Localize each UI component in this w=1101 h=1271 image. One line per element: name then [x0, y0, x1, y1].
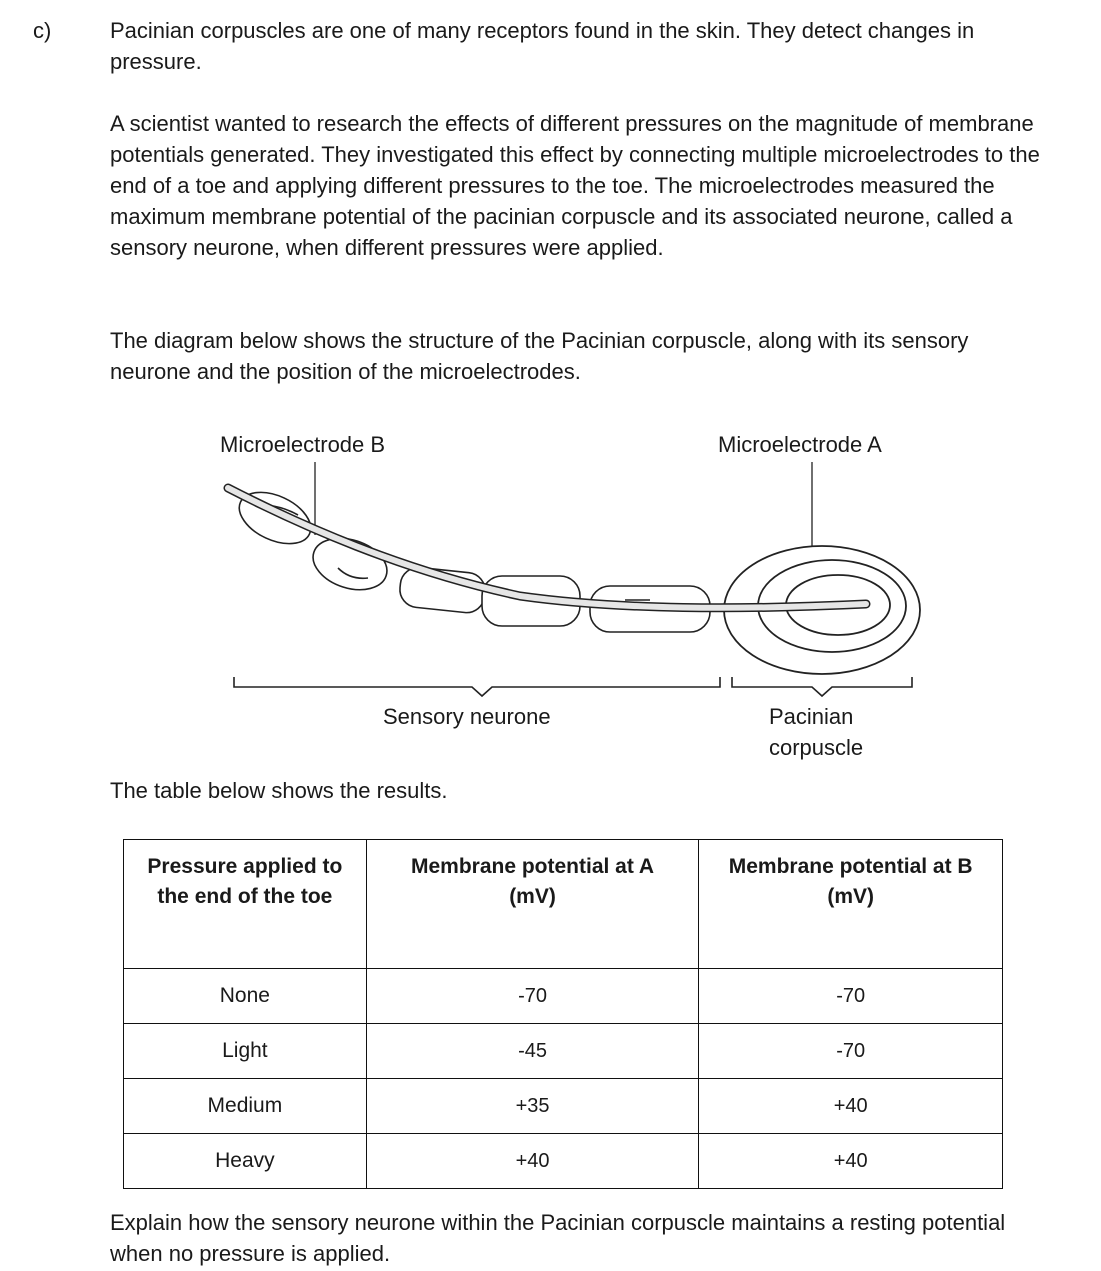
pressure-cell: None: [124, 969, 367, 1024]
column-header-line: (mV): [509, 885, 556, 908]
pressure-cell: Heavy: [124, 1134, 367, 1189]
potential-b-cell: -70: [699, 969, 1003, 1024]
potential-a-cell: +40: [366, 1134, 699, 1189]
column-header-potential-a: [366, 840, 699, 969]
sensory-neurone-label: Sensory neurone: [383, 704, 551, 729]
column-header-pressure: [124, 840, 367, 969]
column-header-line: Membrane potential at A: [410, 855, 655, 878]
potential-a-cell: -70: [366, 969, 699, 1024]
method-paragraph: A scientist wanted to research the effects of different pressures on the magnitude of membrane potentials generated. They investigated this effect by connecting multiple microelectrodes to the end of a toe and applying different pressures to the toe. The microelectrodes measured the maximum membrane potential of the pacinian corpuscle and its associated neurone, called a sensory neurone, when different pressures were applied.: [110, 111, 1040, 260]
potential-b-cell: +40: [699, 1134, 1003, 1189]
pressure-cell: Medium: [124, 1079, 367, 1134]
table-row: [124, 1134, 1003, 1189]
potential-a-cell: -45: [366, 1024, 699, 1079]
table-intro-paragraph: The table below shows the results.: [110, 778, 448, 803]
table-row: [124, 1079, 1003, 1134]
microelectrode-b-label: Microelectrode B: [220, 432, 386, 457]
diagram-intro-paragraph: The diagram below shows the structure of the Pacinian corpuscle, along with its sensory neurone and the position of the microelectrodes.: [110, 328, 969, 384]
sensory-neurone-bracket: [234, 677, 720, 696]
potential-b-cell: +40: [699, 1079, 1003, 1134]
column-header-line: Membrane potential at B: [728, 855, 973, 878]
intro-paragraph: Pacinian corpuscles are one of many receptors found in the skin. They detect changes in pressure.: [110, 18, 975, 74]
column-header-line: Pressure applied to: [147, 855, 343, 878]
question-label: c): [33, 18, 52, 43]
pacinian-corpuscle-label-line1: Pacinian: [769, 704, 854, 729]
table-header-row: [124, 840, 1003, 969]
potential-a-cell: +35: [366, 1079, 699, 1134]
column-header-line: the end of the toe: [157, 885, 333, 908]
table-row: [124, 969, 1003, 1024]
pacinian-corpuscle-diagram: [0, 420, 1101, 770]
pressure-cell: Light: [124, 1024, 367, 1079]
pacinian-corpuscle-label-line2: corpuscle: [769, 735, 864, 760]
results-table: [123, 839, 1003, 1189]
column-header-line: (mV): [827, 885, 874, 908]
potential-b-cell: -70: [699, 1024, 1003, 1079]
table-row: [124, 1024, 1003, 1079]
pacinian-corpuscle-bracket: [732, 677, 912, 696]
column-header-potential-b: [699, 840, 1003, 969]
microelectrode-a-label: Microelectrode A: [718, 432, 882, 457]
question-prompt: Explain how the sensory neurone within the Pacinian corpuscle maintains a resting potential when no pressure is applied.: [110, 1210, 1006, 1266]
